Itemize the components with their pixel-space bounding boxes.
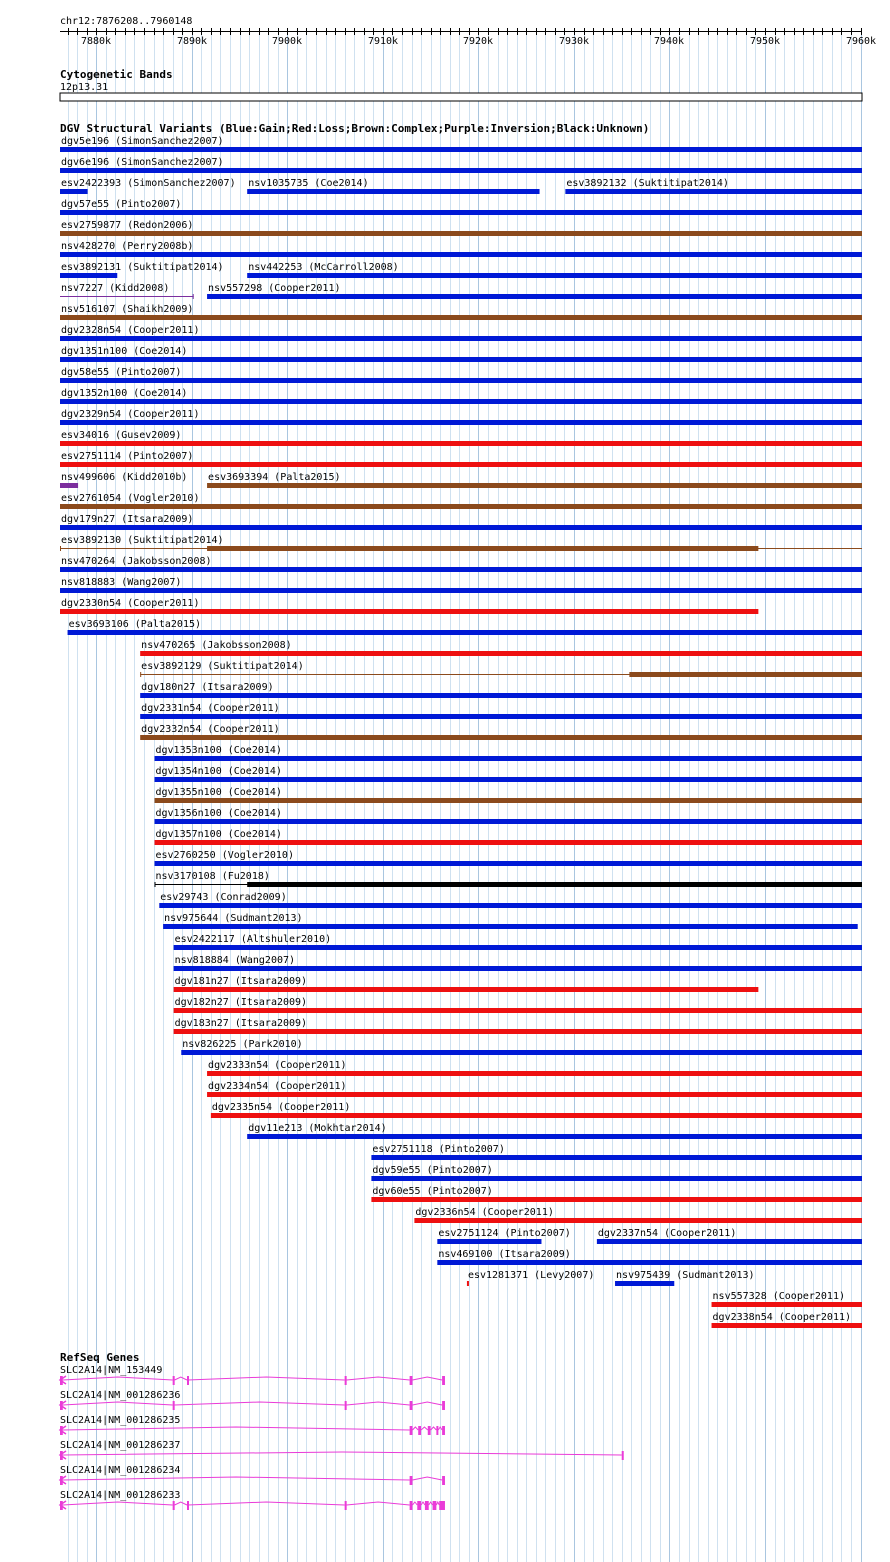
variant-label: dgv2328n54 (Cooper2011) (61, 325, 200, 336)
ruler-tick-label: 7930k (558, 36, 590, 47)
intron-line (63, 1402, 173, 1405)
variant-bar (712, 1323, 862, 1328)
exon-block (173, 1501, 175, 1510)
variant-feature[interactable] (467, 1270, 594, 1286)
ruler-tick-label: 7960k (845, 36, 877, 47)
variant-feature[interactable] (437, 1249, 862, 1265)
variant-bar (615, 1281, 674, 1286)
intron-line (412, 1377, 442, 1380)
ruler-ticks (60, 28, 876, 47)
variant-feature[interactable] (247, 178, 539, 194)
variant-label: esv2759877 (Redon2006) (61, 220, 194, 231)
variant-feature[interactable] (60, 304, 862, 320)
variant-feature[interactable] (207, 1060, 862, 1076)
variant-feature[interactable] (60, 514, 862, 530)
variant-feature[interactable] (159, 892, 862, 908)
transcript-label: SLC2A14|NM_001286234 (60, 1465, 181, 1476)
variant-label: dgv1355n100 (Coe2014) (155, 787, 282, 798)
variant-bar (247, 189, 539, 194)
variant-label: nsv557328 (Cooper2011) (712, 1291, 845, 1302)
variant-bar (140, 735, 862, 740)
variant-feature[interactable] (163, 913, 858, 929)
variant-label: dgv1351n100 (Coe2014) (61, 346, 188, 357)
variant-label: nsv469100 (Itsara2009) (438, 1249, 571, 1260)
exon-block (173, 1401, 175, 1410)
variant-label: dgv181n27 (Itsara2009) (174, 976, 308, 987)
variant-bar (68, 630, 862, 635)
exon-block (173, 1376, 175, 1385)
variant-label: dgv11e213 (Mokhtar2014) (248, 1123, 387, 1134)
variant-feature[interactable] (140, 724, 862, 740)
exon-block (436, 1426, 438, 1435)
intron-line (63, 1427, 410, 1430)
variant-feature[interactable] (60, 535, 862, 551)
variant-bar (565, 189, 862, 194)
variant-feature[interactable] (60, 598, 758, 614)
variant-label: nsv470265 (Jakobsson2008) (141, 640, 292, 651)
variant-label: nsv818884 (Wang2007) (174, 955, 296, 966)
variant-bar (159, 903, 862, 908)
variant-feature[interactable] (60, 262, 224, 278)
transcript-label: SLC2A14|NM_001286237 (60, 1440, 181, 1451)
variant-feature[interactable] (247, 1123, 862, 1139)
variant-bar (60, 420, 862, 425)
variant-label: dgv2336n54 (Cooper2011) (415, 1207, 554, 1218)
intron-line (421, 1427, 428, 1430)
variant-bar (207, 1092, 862, 1097)
variant-label: nsv818883 (Wang2007) (61, 577, 182, 588)
variant-feature[interactable] (60, 493, 862, 509)
variant-feature[interactable] (140, 703, 862, 719)
variant-label: dgv2330n54 (Cooper2011) (61, 598, 200, 609)
exon-block (433, 1501, 437, 1510)
transcript-label: SLC2A14|NM_001286236 (60, 1390, 181, 1401)
variant-feature[interactable] (60, 136, 862, 152)
variant-feature[interactable] (60, 409, 862, 425)
variant-bar (174, 987, 759, 992)
variant-bar (60, 378, 862, 383)
exon-block (442, 1476, 445, 1485)
variant-bar (597, 1239, 862, 1244)
variant-bar (140, 651, 862, 656)
variant-bar (60, 504, 862, 509)
variant-feature[interactable] (247, 262, 862, 278)
exon-block (345, 1376, 347, 1385)
variant-bar (155, 798, 862, 803)
variant-label: nsv1035735 (Coe2014) (248, 178, 369, 189)
variant-label: esv2751118 (Pinto2007) (372, 1144, 505, 1155)
intron-line (347, 1402, 410, 1405)
variant-bar (140, 714, 862, 719)
variant-feature[interactable] (60, 430, 862, 446)
variant-bar (60, 357, 862, 362)
intron-line (347, 1377, 410, 1380)
variant-label: nsv557298 (Cooper2011) (208, 283, 341, 294)
exon-block (418, 1426, 421, 1435)
variant-bar (60, 399, 862, 404)
variant-label: dgv1352n100 (Coe2014) (61, 388, 188, 399)
variant-label: dgv5e196 (SimonSanchez2007) (61, 136, 224, 147)
variant-feature[interactable] (60, 346, 862, 362)
intron-line (412, 1477, 442, 1480)
variant-label: nsv3170108 (Fu2018) (155, 871, 270, 882)
variant-bar (247, 882, 862, 887)
variant-label: esv2751114 (Pinto2007) (61, 451, 194, 462)
variant-label: dgv57e55 (Pinto2007) (61, 199, 182, 210)
intron-line (347, 1502, 410, 1505)
variant-label: dgv2333n54 (Cooper2011) (208, 1060, 347, 1071)
variant-feature[interactable] (140, 661, 862, 677)
variant-feature[interactable] (174, 976, 759, 992)
variant-bar (140, 693, 862, 698)
variant-label: dgv2338n54 (Cooper2011) (712, 1312, 852, 1323)
variant-label: dgv2331n54 (Cooper2011) (141, 703, 280, 714)
variant-bar (174, 966, 862, 971)
variant-label: esv3693106 (Palta2015) (68, 619, 202, 630)
variant-bar (371, 1155, 862, 1160)
variant-bar (60, 252, 862, 257)
variant-feature[interactable] (371, 1144, 862, 1160)
variant-bar (207, 1071, 862, 1076)
variant-label: esv3892129 (Suktitipat2014) (141, 661, 304, 672)
variant-feature[interactable] (60, 472, 187, 488)
variant-bar (174, 1008, 862, 1013)
variant-label: esv2422117 (Altshuler2010) (174, 934, 332, 945)
exon-block (187, 1376, 189, 1385)
variant-label: esv29743 (Conrad2009) (160, 892, 287, 903)
variant-label: dgv6e196 (SimonSanchez2007) (61, 157, 224, 168)
variant-label: dgv1354n100 (Coe2014) (155, 766, 282, 777)
exon-block (622, 1451, 624, 1460)
variant-bar (371, 1176, 862, 1181)
variant-bar (60, 168, 862, 173)
exon-block (410, 1376, 413, 1385)
exon-block (345, 1501, 347, 1510)
variant-bar (60, 336, 862, 341)
variant-bar (60, 231, 862, 236)
variant-feature[interactable] (60, 199, 862, 215)
variant-bar (60, 588, 862, 593)
exon-block (442, 1426, 445, 1435)
exon-block (442, 1401, 445, 1410)
variant-feature[interactable] (60, 577, 862, 593)
gene-transcript[interactable] (60, 1415, 445, 1435)
variant-bar (60, 483, 78, 488)
variant-label: dgv182n27 (Itsara2009) (174, 997, 308, 1008)
transcript-label: SLC2A14|NM_001286233 (60, 1490, 181, 1501)
variant-label: dgv1353n100 (Coe2014) (155, 745, 282, 756)
genes-title: RefSeq Genes (60, 1351, 140, 1364)
exon-block (439, 1501, 445, 1510)
ruler-tick-label: 7900k (271, 36, 303, 47)
variant-label: nsv499606 (Kidd2010b) (61, 472, 188, 483)
ruler-tick-label: 7920k (462, 36, 494, 47)
transcript-label: SLC2A14|NM_001286235 (60, 1415, 181, 1426)
variant-feature[interactable] (207, 283, 862, 299)
variant-feature[interactable] (615, 1270, 754, 1286)
variant-label: dgv2332n54 (Cooper2011) (141, 724, 280, 735)
variant-bar (629, 672, 862, 677)
gene-transcript[interactable] (60, 1465, 445, 1485)
variant-feature[interactable] (60, 220, 862, 236)
variant-bar (207, 294, 862, 299)
variant-label: esv2761054 (Vogler2010) (61, 493, 200, 504)
variant-label: dgv2335n54 (Cooper2011) (211, 1102, 351, 1113)
variant-label: nsv975439 (Sudmant2013) (616, 1270, 755, 1281)
variant-label: dgv2337n54 (Cooper2011) (597, 1228, 737, 1239)
dgv-structural-variants-track (60, 122, 862, 1328)
ruler-tick-label: 7880k (80, 36, 112, 47)
intron-line (412, 1427, 418, 1430)
exon-block (345, 1401, 347, 1410)
exon-block (428, 1426, 431, 1435)
variant-bar (247, 1134, 862, 1139)
variant-bar (207, 483, 862, 488)
variant-bar (414, 1218, 862, 1223)
variant-feature[interactable] (60, 325, 862, 341)
transcript-label: SLC2A14|NM_153449 (60, 1365, 163, 1376)
variant-label: esv34016 (Gusev2009) (61, 430, 182, 441)
variant-feature[interactable] (68, 619, 862, 635)
cytobands-title: Cytogenetic Bands (60, 68, 173, 81)
variant-bar (60, 525, 862, 530)
intron-line (63, 1377, 173, 1380)
variant-label: esv3892132 (Suktitipat2014) (566, 178, 729, 189)
position-ruler[interactable] (60, 16, 876, 47)
variant-feature[interactable] (60, 178, 236, 194)
variants-title: DGV Structural Variants (Blue:Gain;Red:Loss;Brown:Complex;Purple:Inversion;Black:Unknown) (60, 122, 650, 135)
variant-feature[interactable] (60, 556, 862, 572)
variant-label: esv3693394 (Palta2015) (208, 472, 341, 483)
intron-line (175, 1502, 187, 1505)
variant-bar (60, 273, 117, 278)
intron-line (63, 1477, 410, 1480)
variant-bar (155, 756, 862, 761)
variant-bar (60, 462, 862, 467)
exon-block (410, 1501, 413, 1510)
intron-line (63, 1452, 622, 1455)
variant-bar (60, 315, 862, 320)
variant-feature[interactable] (371, 1165, 862, 1181)
intron-line (436, 1502, 439, 1505)
variant-feature[interactable] (371, 1186, 862, 1202)
variant-bar (181, 1050, 862, 1055)
exon-block (417, 1501, 421, 1510)
variant-feature[interactable] (60, 157, 862, 173)
variant-label: esv2760250 (Vogler2010) (155, 850, 294, 861)
cytoband-label[interactable]: 12p13.31 (60, 82, 109, 93)
variant-label: nsv470264 (Jakobsson2008) (61, 556, 212, 567)
variant-feature[interactable] (181, 1039, 862, 1055)
ruler-tick-label: 7940k (653, 36, 685, 47)
variant-feature[interactable] (60, 388, 862, 404)
variant-bar (467, 1281, 469, 1286)
cytogenetic-bands-track (60, 68, 862, 101)
variant-bar (211, 1113, 862, 1118)
variant-feature[interactable] (140, 640, 862, 656)
exon-block (187, 1501, 189, 1510)
variant-bar (437, 1239, 541, 1244)
variant-bar (60, 567, 862, 572)
variant-label: dgv179n27 (Itsara2009) (61, 514, 194, 525)
variant-bar (174, 945, 862, 950)
variant-label: esv2751124 (Pinto2007) (438, 1228, 571, 1239)
variant-bar (207, 546, 758, 551)
cytoband-bar[interactable] (60, 93, 862, 101)
variant-label: dgv58e55 (Pinto2007) (61, 367, 182, 378)
variant-bar (60, 210, 862, 215)
exon-block (410, 1426, 413, 1435)
variant-label: dgv2329n54 (Cooper2011) (61, 409, 200, 420)
intron-line (412, 1402, 442, 1405)
variant-feature[interactable] (60, 451, 862, 467)
variant-label: dgv1356n100 (Coe2014) (155, 808, 282, 819)
intron-line (412, 1502, 417, 1505)
variant-feature[interactable] (60, 367, 862, 383)
ruler-tick-label: 7890k (176, 36, 208, 47)
variant-label: dgv60e55 (Pinto2007) (372, 1186, 493, 1197)
variant-bar (155, 840, 862, 845)
variant-bar (712, 1302, 862, 1307)
variant-bar (60, 609, 758, 614)
variant-feature[interactable] (207, 1081, 862, 1097)
gene-transcript[interactable] (60, 1490, 445, 1510)
variant-label: esv1281371 (Levy2007) (467, 1270, 595, 1281)
variant-label: dgv1357n100 (Coe2014) (155, 829, 282, 840)
variant-bar (155, 777, 862, 782)
variant-feature[interactable] (712, 1312, 862, 1328)
variant-bar (60, 441, 862, 446)
variant-label: nsv826225 (Park2010) (182, 1039, 303, 1050)
variant-feature[interactable] (207, 472, 862, 488)
ruler-tick-label: 7910k (367, 36, 399, 47)
gene-transcript[interactable] (60, 1390, 445, 1410)
exon-block (425, 1501, 429, 1510)
variant-bar (371, 1197, 862, 1202)
exon-block (442, 1376, 445, 1385)
variant-label: esv2422393 (SimonSanchez2007) (61, 178, 236, 189)
variant-bar (155, 861, 862, 866)
exon-block (410, 1476, 413, 1485)
variant-label: nsv516107 (Shaikh2009) (61, 304, 194, 315)
exon-block (410, 1401, 413, 1410)
intron-line (175, 1377, 187, 1380)
variant-feature[interactable] (437, 1228, 570, 1244)
gene-transcript[interactable] (60, 1365, 445, 1385)
variant-label: nsv442253 (McCarroll2008) (248, 262, 399, 273)
ruler-tick-label: 7950k (749, 36, 781, 47)
variant-feature[interactable] (60, 241, 862, 257)
variant-bar (60, 147, 862, 152)
variant-bar (163, 924, 858, 929)
variant-feature[interactable] (712, 1291, 862, 1307)
variant-label: dgv183n27 (Itsara2009) (174, 1018, 308, 1029)
variant-bar (60, 189, 88, 194)
variant-label: dgv180n27 (Itsara2009) (141, 682, 274, 693)
variant-label: nsv7227 (Kidd2008) (61, 283, 170, 294)
variant-label: esv3892131 (Suktitipat2014) (61, 262, 224, 273)
variant-bar (155, 819, 862, 824)
variant-label: nsv428270 (Perry2008b) (61, 241, 194, 252)
variant-bar (174, 1029, 862, 1034)
variant-label: esv3892130 (Suktitipat2014) (61, 535, 224, 546)
variant-feature[interactable] (140, 682, 862, 698)
variant-label: dgv2334n54 (Cooper2011) (208, 1081, 347, 1092)
region-label: chr12:7876208..7960148 (60, 16, 193, 27)
variant-feature[interactable] (565, 178, 862, 194)
variant-bar (437, 1260, 862, 1265)
variant-label: dgv59e55 (Pinto2007) (372, 1165, 493, 1176)
variant-label: nsv975644 (Sudmant2013) (164, 913, 303, 924)
variant-bar (247, 273, 862, 278)
intron-line (63, 1502, 173, 1505)
